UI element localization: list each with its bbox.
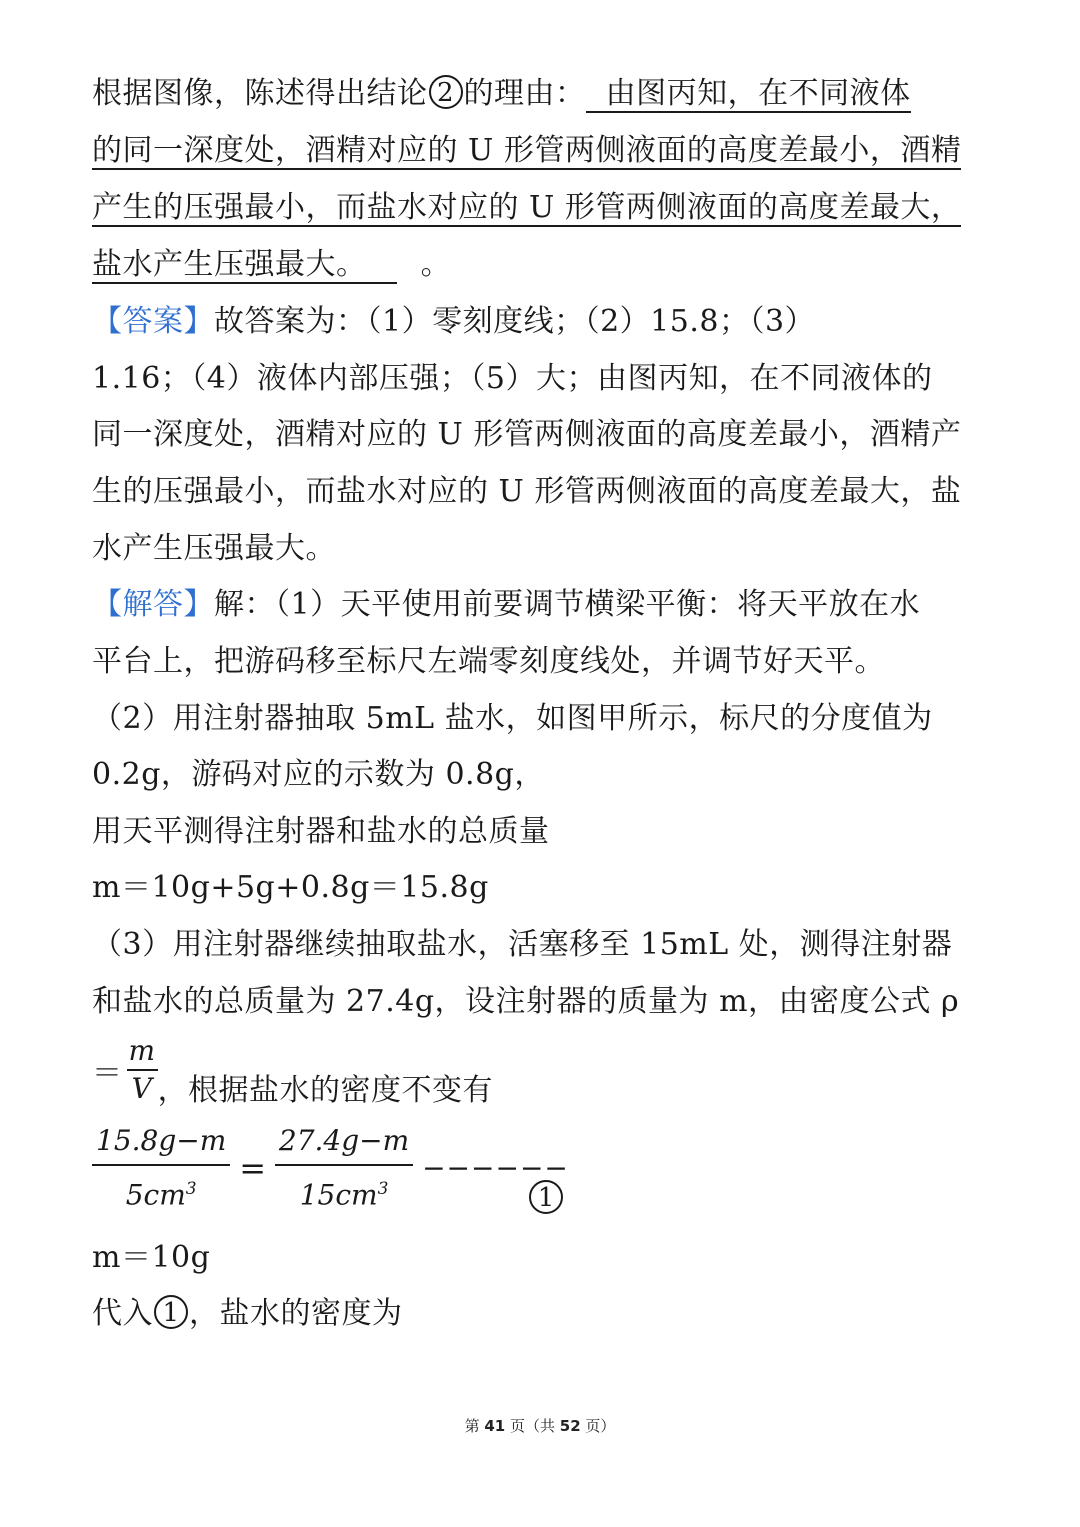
answer-line-1 bbox=[92, 300, 815, 344]
solution-line-7: （3）用注射器继续抽取盐水，活塞移至 15mL 处，测得注射器 bbox=[92, 927, 953, 962]
circled-number-1: 1 bbox=[154, 1295, 188, 1329]
reason-answer-part-3: 产生的压强最小，而盐水对应的 U 形管两侧液面的高度差最大， bbox=[92, 190, 962, 225]
reason-line-4 bbox=[92, 243, 451, 287]
solution-line-3: （2）用注射器抽取 5mL 盐水，如图甲所示，标尺的分度值为 bbox=[92, 701, 933, 736]
solution-line-6: m＝10g+5g+0.8g＝15.8g bbox=[92, 870, 489, 905]
density-text: ，根据盐水的密度不变有 bbox=[157, 1073, 494, 1108]
density-formula-line bbox=[92, 1033, 493, 1109]
answer-line-3: 同一深度处，酒精对应的 U 形管两侧液面的高度差最小，酒精产 bbox=[92, 417, 962, 452]
circled-number-2: 2 bbox=[429, 75, 463, 109]
right-denominator: $15cm^3$ bbox=[299, 1178, 389, 1212]
solution-line-12: 代入 1 ，盐水的密度为 bbox=[92, 1296, 403, 1331]
answer-line-2: 1.16；（4）液体内部压强；（5）大；由图丙知，在不同液体的 bbox=[92, 361, 933, 396]
total-pages: 52 bbox=[559, 1417, 581, 1435]
page-number: 41 bbox=[484, 1417, 506, 1435]
reason-line-2 bbox=[92, 129, 961, 173]
equation-dashes: −−−−−− bbox=[422, 1151, 569, 1185]
reason-end-period: 。 bbox=[420, 247, 452, 282]
equation-equals: = bbox=[239, 1149, 266, 1188]
fraction-denominator-v: V bbox=[131, 1072, 153, 1105]
density-fraction bbox=[127, 1033, 158, 1107]
reason-line-3 bbox=[92, 186, 961, 230]
equation-left-fraction bbox=[92, 1118, 230, 1218]
reason-answer-part-4: 盐水产生压强最大。 bbox=[92, 247, 397, 282]
solution-text-1: 解：（1）天平使用前要调节横梁平衡：将天平放在水 bbox=[214, 587, 921, 622]
equation-1 bbox=[92, 1118, 569, 1218]
fraction-numerator-m: m bbox=[127, 1033, 158, 1071]
solution-line-5: 用天平测得注射器和盐水的总质量 bbox=[92, 814, 550, 849]
answer-tag: 【答案】 bbox=[92, 304, 214, 339]
right-numerator: 27.4g−m bbox=[275, 1118, 413, 1166]
circled-label-1: 1 bbox=[529, 1180, 563, 1214]
solution-line-1 bbox=[92, 583, 920, 627]
answer-text-1: 故答案为：（1）零刻度线；（2）15.8；（3） bbox=[214, 304, 816, 339]
answer-line-5: 水产生压强最大。 bbox=[92, 531, 336, 566]
solution-line-8: 和盐水的总质量为 27.4g，设注射器的质量为 m，由密度公式 ρ bbox=[92, 984, 960, 1019]
solution-line-4: 0.2g，游码对应的示数为 0.8g， bbox=[92, 757, 545, 792]
solution-tag: 【解答】 bbox=[92, 587, 214, 622]
reason-line-1 bbox=[92, 72, 911, 116]
page-footer: 第 41 页（共 52 页） bbox=[464, 1417, 616, 1435]
solution-line-11: m＝10g bbox=[92, 1240, 211, 1275]
reason-answer-part-1: 由图丙知，在不同液体 bbox=[585, 76, 911, 111]
reason-answer-part-2: 的同一深度处，酒精对应的 U 形管两侧液面的高度差最小，酒精 bbox=[92, 133, 962, 168]
answer-line-4: 生的压强最小，而盐水对应的 U 形管两侧液面的高度差最大，盐 bbox=[92, 474, 962, 509]
equation-right-fraction bbox=[275, 1118, 413, 1218]
left-numerator: 15.8g−m bbox=[92, 1118, 230, 1166]
solution-line-2: 平台上，把游码移至标尺左端零刻度线处，并调节好天平。 bbox=[92, 644, 885, 679]
reason-prefix: 根据图像，陈述得出结论 bbox=[92, 76, 428, 111]
reason-label: 的理由： bbox=[463, 76, 586, 111]
left-denominator: $5cm^3$ bbox=[125, 1178, 197, 1212]
equals-sign: ＝ bbox=[92, 1056, 123, 1091]
